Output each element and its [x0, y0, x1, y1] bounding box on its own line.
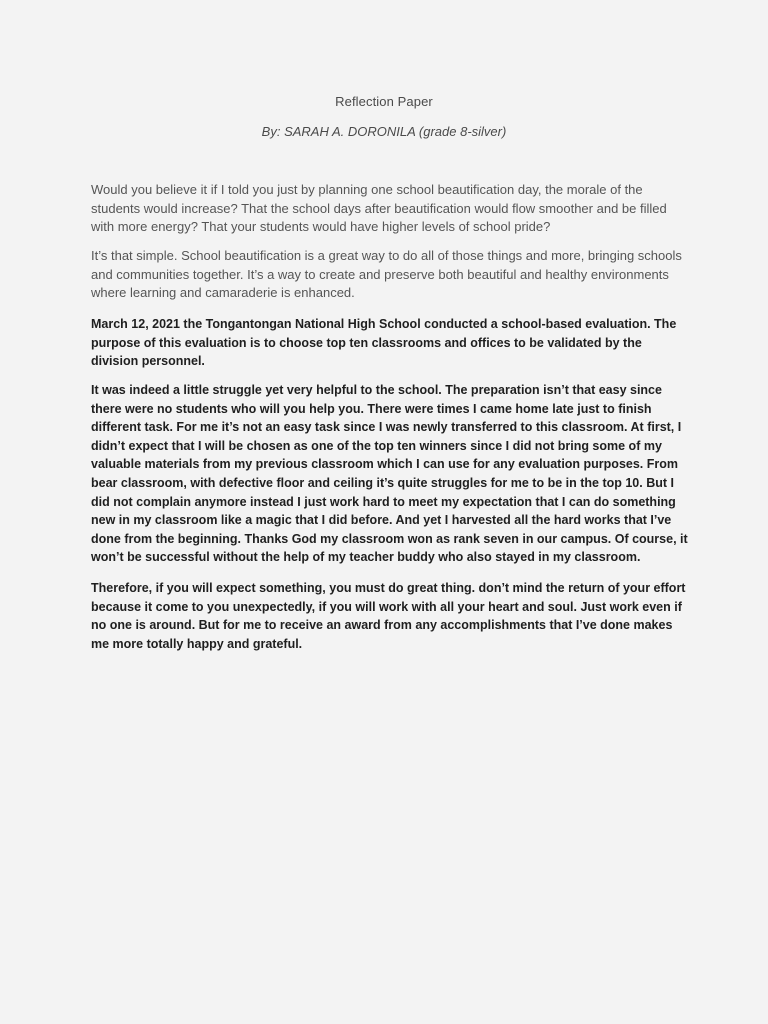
author-byline: By: SARAH A. DORONILA (grade 8-silver) — [261, 124, 507, 139]
paragraph-evaluation: March 12, 2021 the Tongantongan National High School conducted a school-based evaluation. The purpose of this evaluation is to choose top ten classrooms and offices to be validated by the division personnel. — [91, 317, 677, 369]
paragraph-intro: Would you believe it if I told you just by planning one school beautification day, the morale of the students would increase? That the school days after beautification would flow smoother and be filled with more energy? That your students would have higher levels of school pride? — [91, 182, 667, 235]
paragraph-conclusion: Therefore, if you will expect something, you must do great thing. don’t mind the return of your effort because it come to you unexpectedly, if you will work with all your heart and soul. Just work even if no one is around. But for me to receive an award from any accomplishments that I’ve done makes me more totally happy and grateful. — [91, 581, 686, 651]
document-title: Reflection Paper — [335, 94, 433, 109]
paragraph-struggle: It was indeed a little struggle yet very helpful to the school. The preparation isn’t that easy since there were no students who will you help you. There were times I came home late just to finish different task. For me it’s not an easy task since I was newly transferred to this classroom. At first, I didn’t expect that I will be chosen as one of the top ten winners since I did not bring some of my valuable materials from my previous classroom which I can use for any evaluation purposes. From bear classroom, with defective floor and ceiling it’s quite struggles for me to be in the top 10. But I did not complain anymore instead I just work hard to meet my expectation that I can do something new in my classroom like a magic that I did before. And yet I harvested all the hard works that I’ve done from the beginning. Thanks God my classroom won as rank seven in our campus. Of course, it won’t be successful without the help of my teacher buddy who also stayed in my classroom. — [91, 383, 688, 565]
paragraph-simple: It’s that simple. School beautification is a great way to do all of those things and more, bringing schools and communities together. It’s a way to create and preserve both beautiful and healthy environments where learning and camaraderie is enhanced. — [91, 248, 682, 301]
